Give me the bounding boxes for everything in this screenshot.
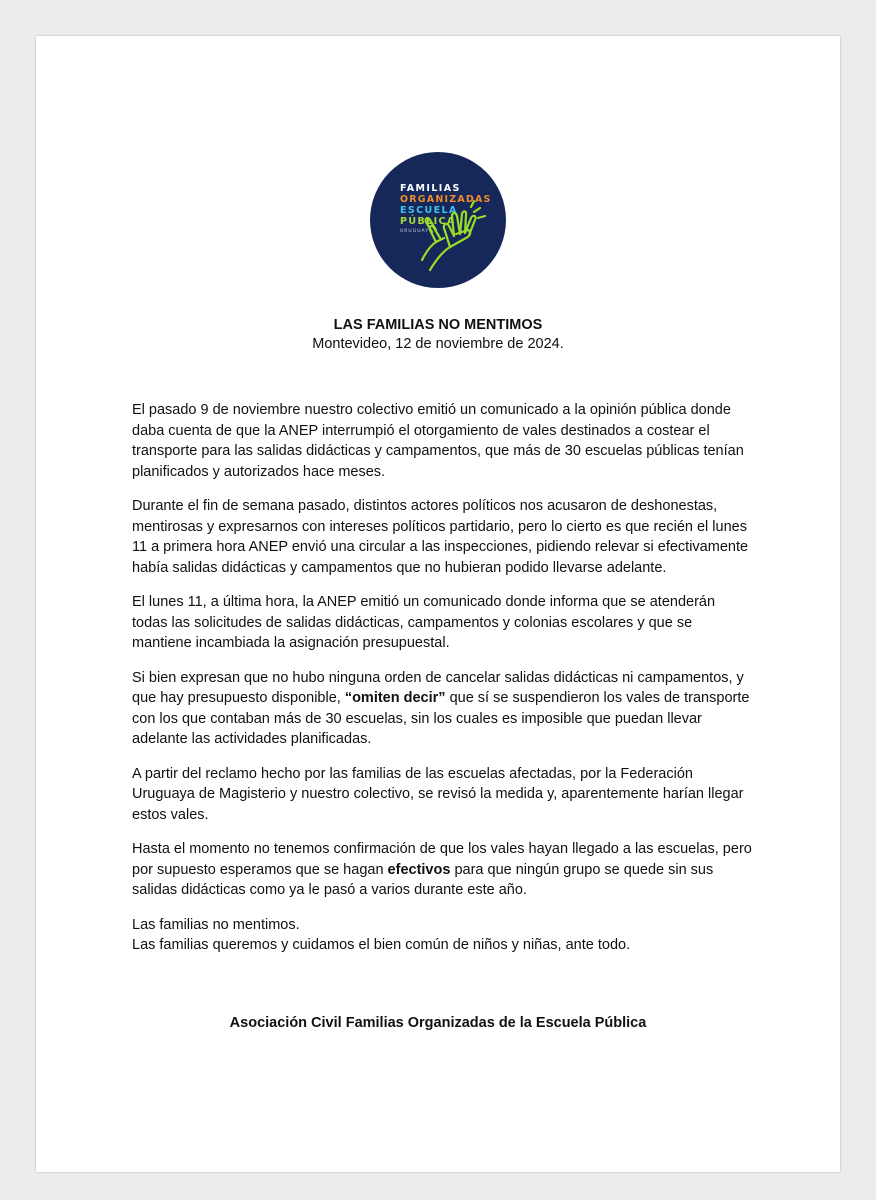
paragraph-5: A partir del reclamo hecho por las familias de las escuelas afectadas, por la Federación Uruguaya de Magisterio y nuestro colectivo, se revisó la medida y, aparentemente harían llegar estos vales. [132, 765, 744, 823]
paragraph-4-part-a: Si bien expresan que no hubo ninguna orden de cancelar salidas didácticas ni campamentos, y que hay presupuesto disponible, [132, 669, 744, 706]
document-body [132, 400, 752, 956]
logo-text-line2: ORGANIZADAS [400, 194, 492, 205]
closing-line-1: Las familias no mentimos. [132, 916, 300, 933]
paragraph-4-emphasis: “omiten decir” [344, 690, 446, 706]
document-heading [36, 316, 840, 354]
logo-text-line1: FAMILIAS [400, 183, 461, 194]
paragraph-4-part-b: que sí se suspendieron los vales de transporte con los que contaban más de 30 escuelas, sin los cuales es imposible que puedan llevar adelante las actividades planificadas. [132, 690, 750, 747]
paragraph-2: Durante el fin de semana pasado, distintos actores políticos nos acusaron de deshonestas, mentirosas y expresarnos con intereses políticos partidario, pero lo cierto es que recién el lunes 11 a primera hora ANEP envió una circular a las inspecciones, pidiendo relevar si efectivamente había salidas didácticas y campamentos que no hubieran podido llevarse adelante. [132, 498, 749, 576]
paragraph-6-part-a: Hasta el momento no tenemos confirmación de que los vales hayan llegado a las escuelas, pero por supuesto esperamos que se hagan [132, 841, 752, 878]
closing-line-2: Las familias queremos y cuidamos el bien común de niños y niñas, ante todo. [132, 937, 631, 953]
closing-statement [132, 915, 752, 956]
logo-text-line3: ESCUELA [400, 205, 458, 216]
logo-text-line5: URUGUAY [400, 229, 429, 234]
paragraph-6-part-b: para que ningún grupo se quede sin sus salidas didácticas como ya le pasó a varios durante este año. [132, 861, 714, 898]
document-page [36, 36, 840, 1172]
logo-graphic [370, 152, 506, 288]
logo-text-line4: PÚBLICA [400, 216, 456, 227]
paragraph-3: El lunes 11, a última hora, la ANEP emitió un comunicado donde informa que se atenderán todas las solicitudes de salidas didácticas, campamentos y colonias escolares y que se mantiene incambiada la asignación presupuestal. [132, 594, 716, 651]
document-title: LAS FAMILIAS NO MENTIMOS [333, 317, 543, 333]
paragraph-4 [132, 668, 752, 750]
paragraph-1: El pasado 9 de noviembre nuestro colectivo emitió un comunicado a la opinión pública donde daba cuenta de que la ANEP interrumpió el otorgamiento de vales destinados a costear el transporte para las salidas didácticas y campamentos, que más de 30 escuelas públicas tenían planificados y autorizados hace meses. [132, 402, 744, 480]
organization-logo [370, 152, 506, 288]
document-date: Montevideo, 12 de noviembre de 2024. [312, 336, 564, 352]
paragraph-6-emphasis: efectivos [387, 861, 451, 878]
paragraph-6 [132, 839, 752, 901]
signature: Asociación Civil Familias Organizadas de la Escuela Pública [229, 1015, 647, 1031]
